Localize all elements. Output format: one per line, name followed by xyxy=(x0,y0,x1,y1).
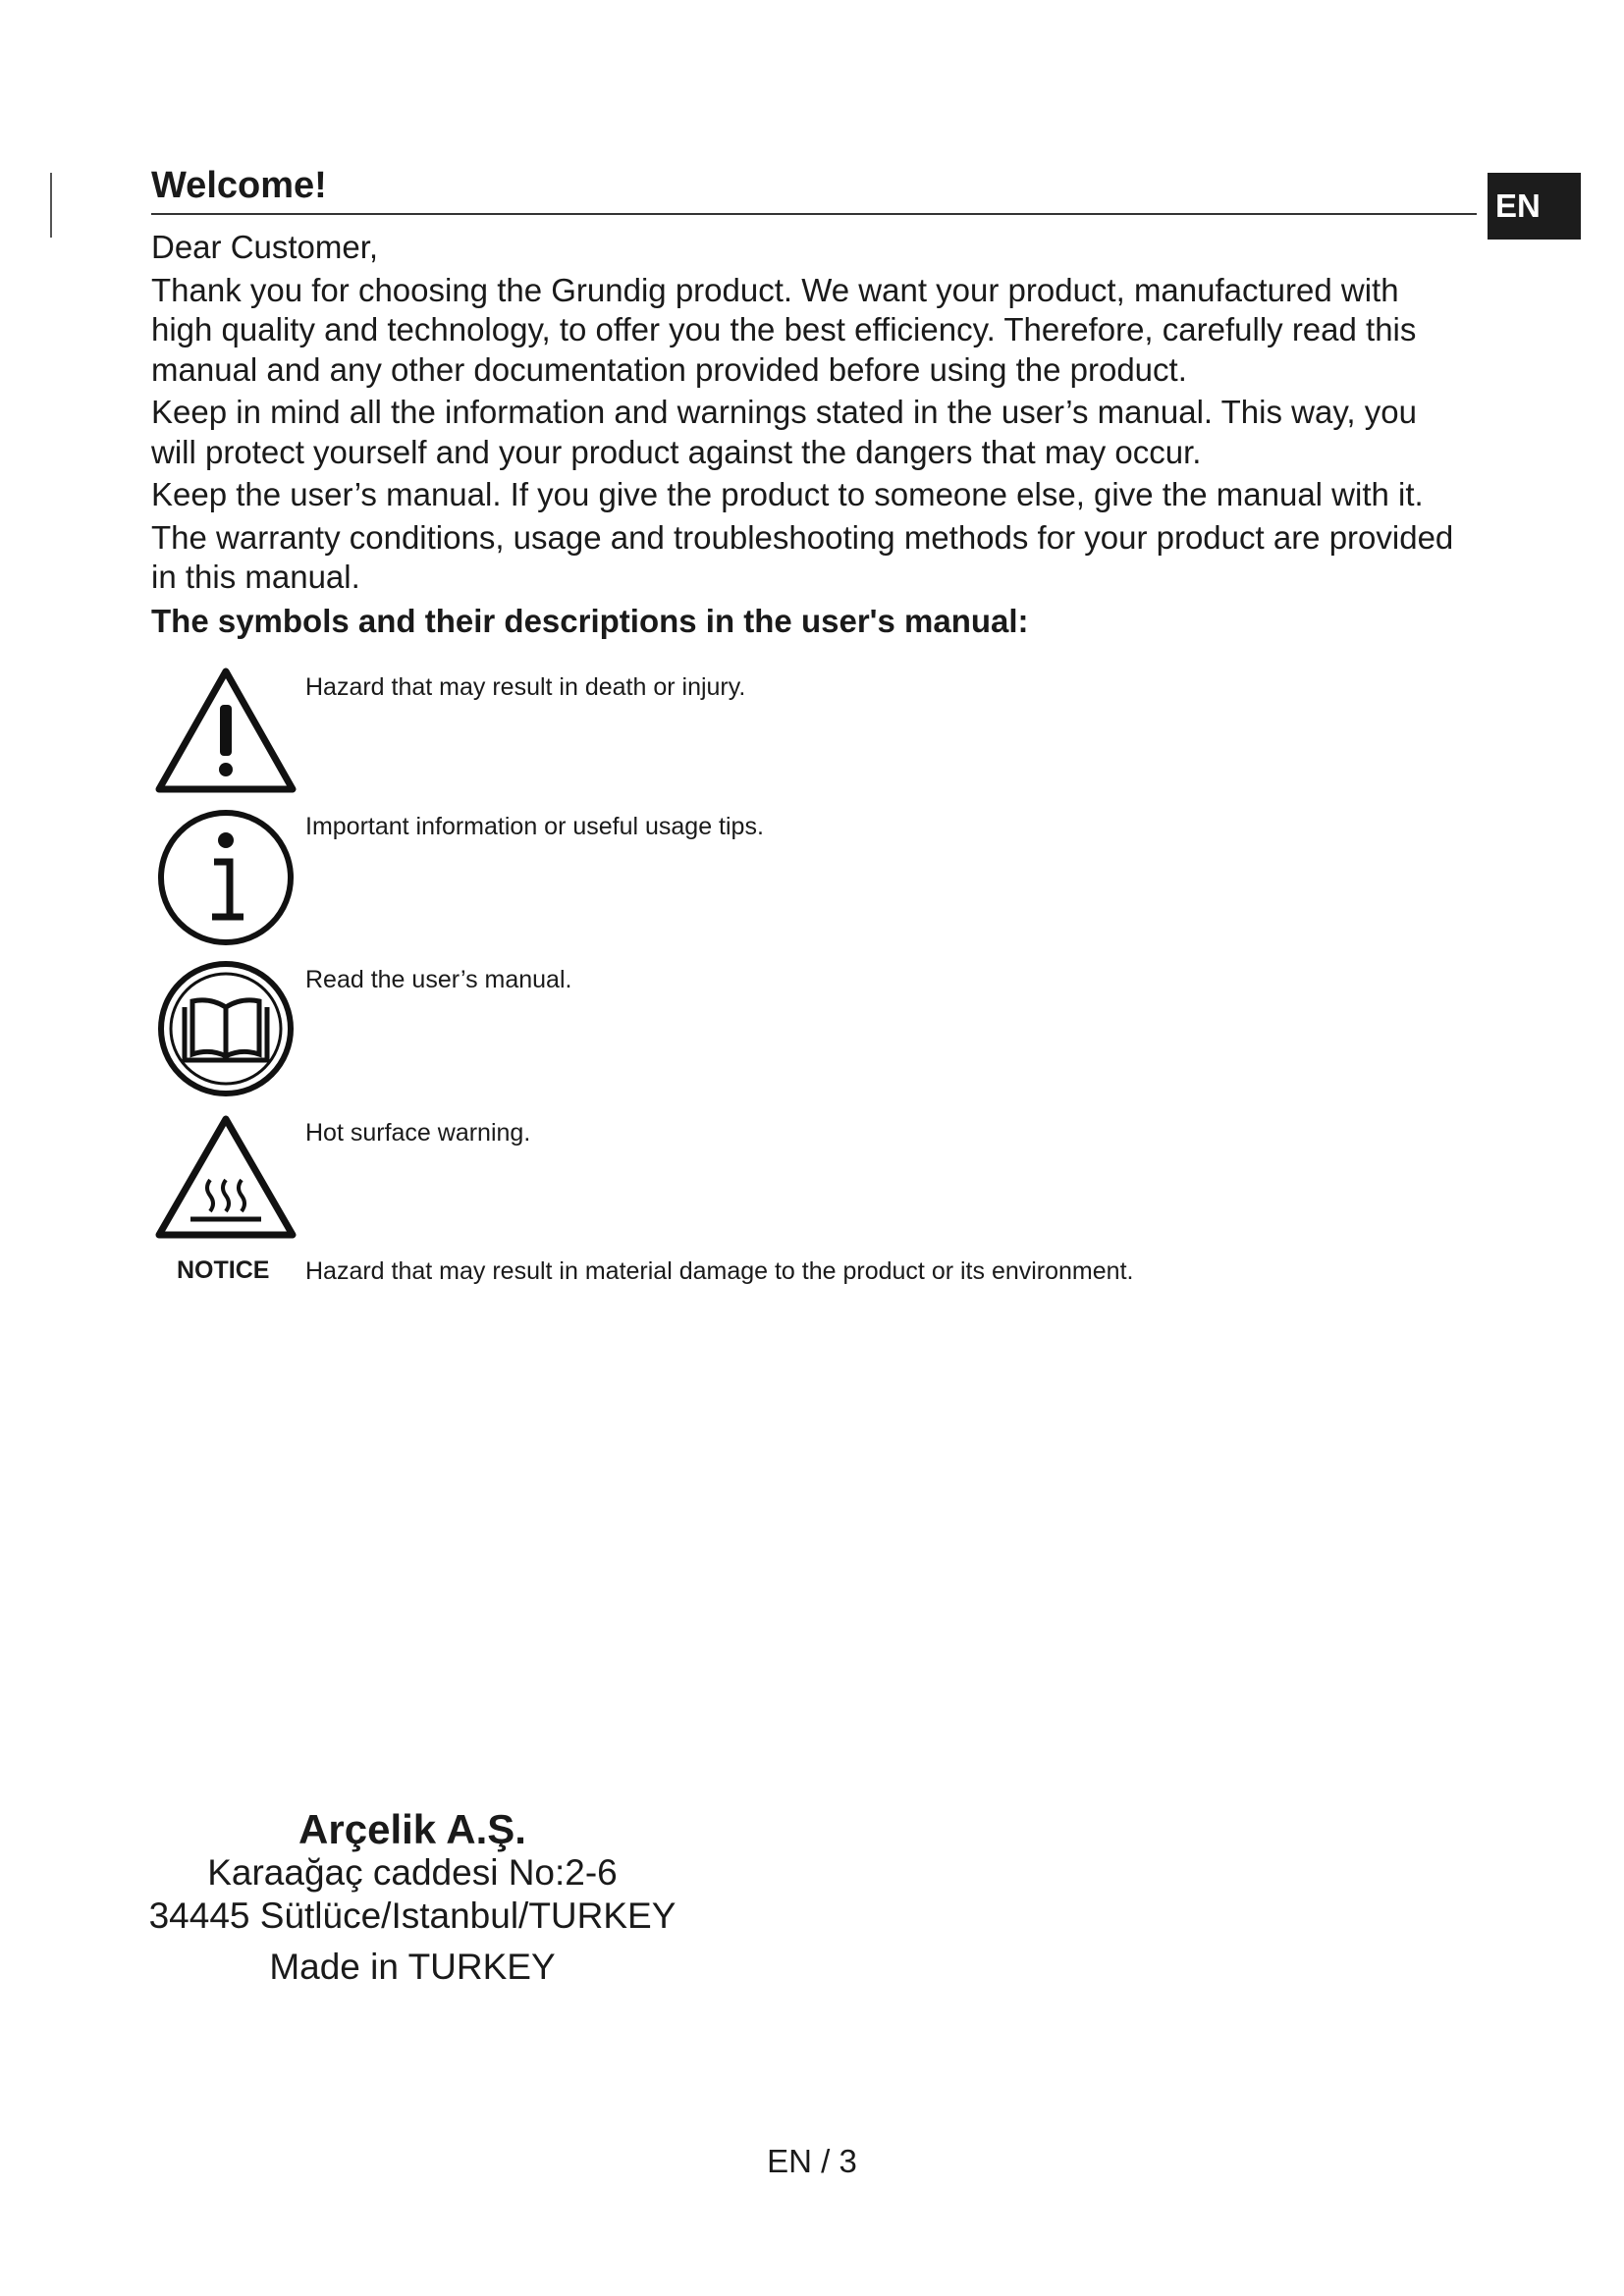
address-city: 34445 Sütlüce/Istanbul/TURKEY xyxy=(148,1896,677,1936)
info-icon xyxy=(155,807,297,948)
notice-description: Hazard that may result in material damage to the product or its environment. xyxy=(305,1257,1134,1285)
greeting: Dear Customer, xyxy=(151,229,379,265)
notice-label: NOTICE xyxy=(177,1256,270,1284)
page-number: EN / 3 xyxy=(767,2143,857,2179)
intro-paragraph: The warranty conditions, usage and troubleshooting methods for your product are provided in this manual. xyxy=(151,518,1454,595)
page-title: Welcome! xyxy=(151,165,1477,215)
company-name: Arçelik A.Ş. xyxy=(298,1806,526,1852)
address-street: Karaağaç caddesi No:2-6 xyxy=(207,1852,618,1893)
warning-triangle-icon xyxy=(155,666,297,807)
intro-text xyxy=(151,228,1467,598)
symbol-description: Read the user’s manual. xyxy=(305,966,572,993)
language-tab: EN xyxy=(1488,173,1581,240)
manufacturer-address xyxy=(147,1808,677,1989)
made-in: Made in TURKEY xyxy=(269,1947,556,1987)
symbol-description: Hazard that may result in death or injury. xyxy=(305,673,746,701)
intro-paragraph: Keep the user’s manual. If you give the product to someone else, give the manual with it. xyxy=(151,476,1424,512)
hot-surface-icon xyxy=(155,1109,297,1251)
symbol-description: Important information or useful usage tips. xyxy=(305,813,764,840)
intro-paragraph: Thank you for choosing the Grundig product. We want your product, manufactured with high quality and technology, to offer you the best efficiency. Therefore, carefully read this manual and any other documentation provided before using the product. xyxy=(151,271,1417,388)
read-manual-icon xyxy=(155,958,297,1099)
symbols-heading: The symbols and their descriptions in the user's manual: xyxy=(151,603,1029,639)
symbol-description: Hot surface warning. xyxy=(305,1119,531,1147)
intro-paragraph: Keep in mind all the information and warnings stated in the user’s manual. This way, you will protect yourself and your product against the dangers that may occur. xyxy=(151,394,1417,470)
left-margin-rule xyxy=(50,173,52,238)
